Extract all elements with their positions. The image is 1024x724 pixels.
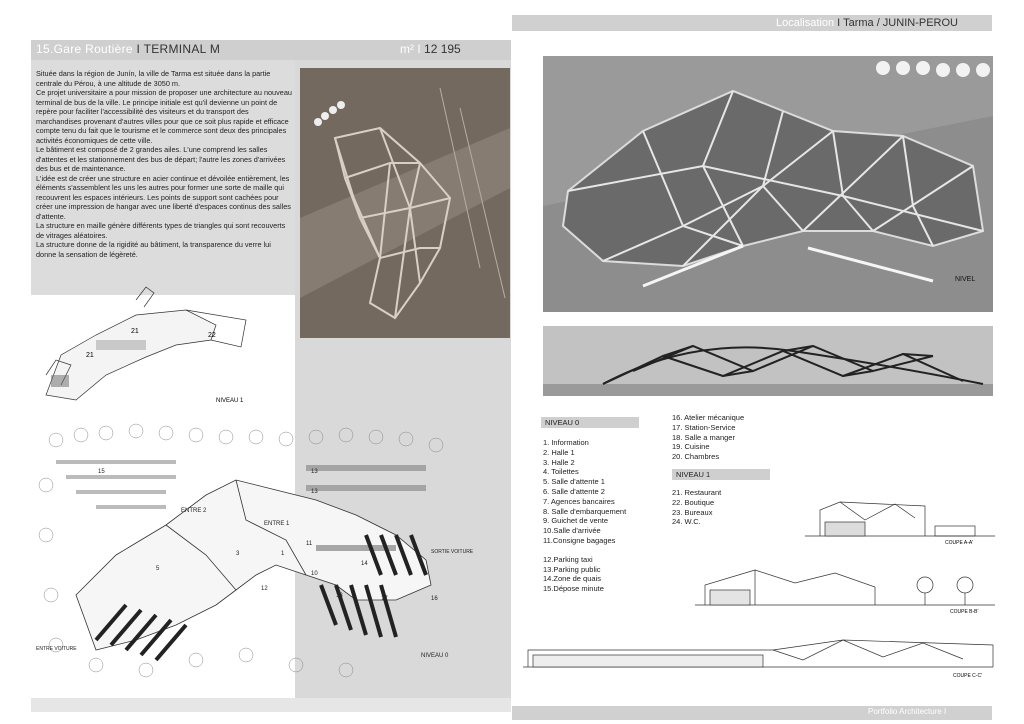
legend-item: 11.Consigne bagages [543,535,616,545]
section-a-caption: COUPE A-A' [945,540,974,546]
title-separator: I [136,42,141,56]
section-b-svg [695,565,995,615]
legend-item: 10.Salle d'arrivée [543,526,601,536]
plan0-caption: NIVEAU 0 [421,653,449,659]
left-footer-bar [31,698,511,712]
project-area [400,42,461,56]
plan0-label-entre2: ENTRE 2 [181,508,207,514]
location-separator: I [837,17,841,29]
section-c-drawing [523,635,993,680]
legend-item: 1. Information [543,438,589,447]
legend-item: 21. Restaurant [672,487,722,497]
project-name: TERMINAL M [143,42,221,56]
legend-item: 16. Atelier mécanique [672,413,745,422]
plan1-caption: NIVEAU 1 [216,398,244,404]
legend-column-2 [672,413,770,527]
legend-item: 7. Agences bancaires [543,496,615,506]
floor-plan-level-0 [36,425,474,685]
section-a-drawing [805,500,995,545]
side-model-photo-drawing [543,326,993,396]
plan0-label-10: 10 [311,571,318,577]
legend-item: 5. Salle d'attente 1 [543,477,605,487]
aerial-photo-label: NIVEL [955,276,976,283]
legend-item: 20. Chambres [672,452,720,462]
plan0-label-3: 3 [236,551,240,557]
location-header [776,17,958,29]
legend-niveau-0-list-c [672,413,770,462]
section-a-svg [805,500,995,545]
plan1-label-21b: 21 [86,352,94,359]
plan0-label-15: 15 [98,469,105,475]
legend-item: 2. Halle 1 [543,447,575,457]
plan0-label-13c: 13 [336,593,343,599]
plan0-label-14: 14 [361,561,368,567]
project-description: Située dans la région de Junín, la ville de Tarma est située dans la partie centrale du Pérou, à une altitude de 3050 m. Ce projet universitaire a pour mission de proposer une architecture au nouveau terminal de bus de la ville. Le principe initiale est qu'il devienne un point de repère pour faciliter l'accessibilité des visiteurs et du transport des marchandises provenant d'autres villes pour que ce soit plus rapide et efficace compte tenu du fait que le tourisme et le commerce sont deux des principales activités économiques de cette ville. Le bâtiment est composé de 2 grandes ailes. L'une comprend les salles d'attentes et les stationnement des bus de départ; l'autre les zones d'arrivées des bus et de maintenance. L'idée est de créer une structure en acier continue et dévoilée entièrement, les éléments s'assemblent les uns les autres pour former une sorte de maille qui recouvrent les espaces intérieurs. Les points de support sont cachées pour créer une impression de hangar avec une liberté d'espaces continus des salles d'attente. La structure en maille génère différents types de triangles qui sont recouverts de vitrages aléatoires. La structure donne de la rigidité au bâtiment, la transparence du verre lui donne la sensation de légèreté. [36,69,292,259]
location-label: Localisation [776,17,835,29]
plan0-label-13b: 13 [311,489,318,495]
area-label: m² I [400,42,421,56]
project-title [36,42,220,56]
plan0-label-entre1: ENTRE 1 [264,521,290,527]
project-number: 15. [36,42,54,56]
legend-item: 15.Dépose minute [543,584,604,594]
legend-item: 9. Guichet de vente [543,516,609,526]
plan0-label-17: 17 [381,596,388,602]
legend-niveau-0-title: NIVEAU 0 [541,417,639,428]
legend-niveau-0-list-a [541,438,639,546]
plan0-label-13a: 13 [311,469,318,475]
aerial-model-photo [543,56,993,312]
legend-niveau-0 [541,417,639,594]
legend-item: 8. Salle d'embarquement [543,506,627,516]
section-c-svg [523,635,993,680]
side-model-photo [543,326,993,396]
section-c-caption: COUPE C-C' [953,673,983,679]
legend-item: 22. Boutique [672,497,715,507]
floor-plan-level-0-drawing [36,425,474,685]
legend-item: 17. Station-Service [672,422,736,432]
section-b-caption: COUPE B-B' [950,609,979,615]
floor-plan-level-1-drawing [36,285,261,405]
legend-item: 3. Halle 2 [543,457,575,467]
model-photo-drawing [300,68,510,338]
plan0-label-12: 12 [261,586,268,592]
legend-niveau-0-list-b [541,555,639,594]
legend-item: 18. Salle a manger [672,432,735,442]
plan0-label-1: 1 [281,551,285,557]
aerial-model-photo-drawing [543,56,993,312]
legend-niveau-1-list [672,488,770,527]
model-photo [300,68,510,338]
portfolio-footer: Portfolio Architecture I [868,707,947,716]
legend-item: 13.Parking public [543,564,601,574]
project-category: Gare Routière [53,42,133,56]
plan0-label-16: 16 [431,596,438,602]
legend-item: 14.Zone de quais [543,574,601,584]
area-value: 12 195 [424,42,461,56]
plan0-label-11: 11 [306,541,313,547]
legend-item: 4. Toilettes [543,467,579,477]
legend-item: 19. Cuisine [672,442,710,452]
plan0-label-sortie-voiture: SORTIE VOITURE [431,549,474,555]
legend-item: 6. Salle d'attente 2 [543,486,605,496]
plan0-label-5: 5 [156,566,160,572]
legend-item: 24. W.C. [672,517,701,527]
floor-plan-level-1 [36,285,261,405]
legend-item: 12.Parking taxi [543,554,593,564]
legend-niveau-1-title: NIVEAU 1 [672,469,770,480]
section-b-drawing [695,565,995,615]
plan1-label-22: 22 [208,332,216,339]
legend-item: 23. Bureaux [672,507,713,517]
location-place: Tarma / JUNIN-PEROU [843,17,958,29]
plan1-label-21a: 21 [131,328,139,335]
plan0-label-entre-voiture: ENTRE VOITURE [36,646,77,652]
